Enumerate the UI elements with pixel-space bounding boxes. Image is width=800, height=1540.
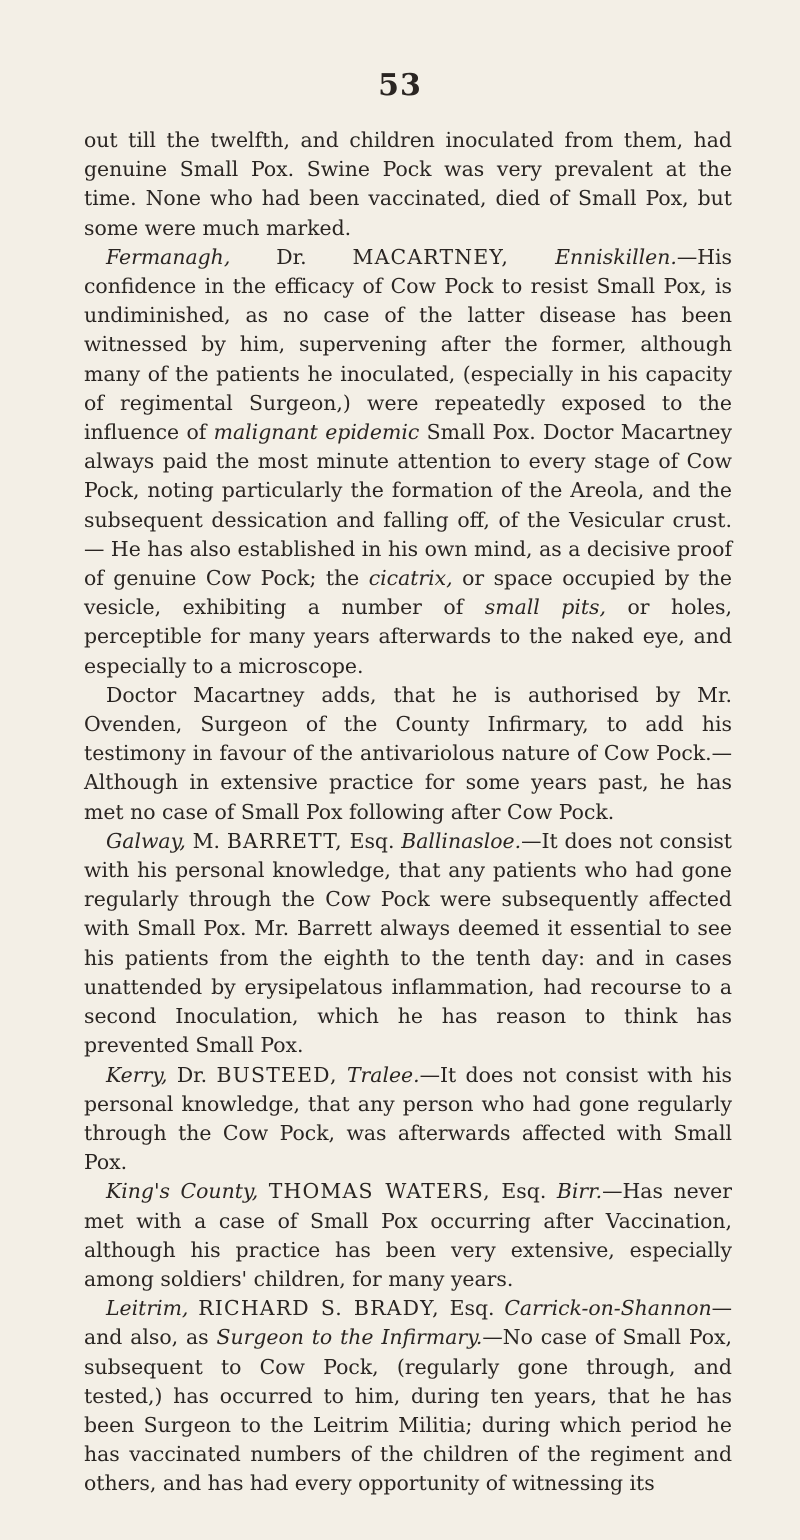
body-text: —It does not consist with his personal knowledge, that any patients who had gone regularly through the Cow Pock were subsequently affected with Small Pox. Mr. Barrett always deemed it essential to see his patients from the eighth to the tenth day: and in cases unattended by erysipelatous inflammation, had recourse to a second Inoculation, which he has reason to think has prevented Small Pox. — [84, 828, 732, 1058]
italic-text: Galway, — [106, 828, 186, 853]
body-text — [509, 245, 555, 269]
county-entry-paragraph — [84, 827, 732, 1061]
page-number: 53 — [378, 68, 422, 103]
italic-text: cicatrix, — [368, 566, 453, 591]
italic-text: Leitrim, — [106, 1296, 189, 1321]
body-text — [338, 1063, 347, 1087]
body-text: Esq. — [490, 1179, 557, 1204]
continued-paragraph — [84, 126, 732, 243]
county-entry-paragraph — [84, 243, 732, 681]
body-text: Esq. — [439, 1296, 505, 1321]
italic-text: King's County, — [106, 1179, 259, 1204]
body-text: out till the twelfth, and children inoculated from them, had genuine Small Pox. Swine Pock was very prevalent at the time. None who had been vaccinated, died of Small Pox, but some were much marked. — [84, 128, 732, 240]
italic-text: Tralee. — [346, 1062, 420, 1087]
italic-text: Surgeon to the Infirmary. — [216, 1325, 483, 1350]
body-text: Esq. — [342, 828, 402, 853]
page-text — [84, 126, 732, 1499]
county-entry-paragraph — [84, 1177, 732, 1294]
body-text: or holes, perceptible for many years afterwards to the naked eye, and especially to a microscope. — [84, 595, 732, 678]
body-text: —It does not consist with his personal knowledge, that any person who had gone regularly through the Cow Pock, was afterwards affected with Small Pox. — [84, 1062, 732, 1175]
body-text: —No case of Small Pox, subsequent to Cow Pock, (regularly gone through, and tested,) has occurred to him, during ten years, that he has been Surgeon to the Leitrim Militia; during which period he has vaccinated numbers of the children of the regiment and others, and has had every opportunity of witnessing its — [84, 1325, 732, 1496]
body-text: M. — [185, 828, 227, 853]
body-text: Dr. — [167, 1062, 217, 1087]
name-small-caps: BARRETT, — [226, 828, 343, 853]
italic-text: malignant epidemic — [213, 420, 420, 445]
body-text — [258, 1179, 269, 1203]
italic-text: Birr. — [556, 1179, 603, 1204]
body-text: —and also, as — [84, 1296, 733, 1350]
name-small-caps: RICHARD S. BRADY, — [198, 1296, 440, 1321]
body-text: Small Pox. Doctor Macartney always paid the most minute attention to every stage of Cow Pock, noting particularly the formation of the Areola, and the subsequent dessication and falling off, of the Vesicular crust.— He has also established in his own mind, as a decisive proof of genuine Cow Pock; the — [84, 420, 732, 591]
name-small-caps: BUSTEED, — [216, 1062, 338, 1087]
body-text: —His confidence in the efficacy of Cow Pock to resist Small Pox, is undiminished, as no case of the latter disease has been witnessed by him, supervening after the former, although many of the patients he inoculated, (especially in his capacity of regimental Surgeon,) were repeatedly exposed to the influence of — [84, 244, 732, 445]
italic-text: Ballinasloe. — [401, 828, 522, 853]
body-text — [188, 1296, 198, 1320]
italic-text: Fermanagh, — [106, 244, 231, 269]
county-entry-paragraph — [84, 681, 732, 827]
county-entry-paragraph — [84, 1061, 732, 1178]
county-entry-paragraph — [84, 1294, 732, 1498]
name-small-caps: MACARTNEY, — [352, 244, 510, 269]
italic-text: Enniskillen. — [555, 244, 677, 269]
name-small-caps: THOMAS WATERS, — [268, 1179, 491, 1204]
body-text: Dr. — [230, 244, 353, 269]
italic-text: Kerry, — [106, 1062, 168, 1087]
body-text: —Has never met with a case of Small Pox occurring after Vaccination, although his practice has been very extensive, especially among soldiers' children, for many years. — [84, 1179, 732, 1291]
body-text: Doctor Macartney adds, that he is authorised by Mr. Ovenden, Surgeon of the County Infirmary, to add his testimony in favour of the antivariolous nature of Cow Pock.— Although in extensive practice for some years past, he has met no case of Small Pox following after Cow Pock. — [84, 682, 732, 824]
italic-text: Carrick-on-Shannon — [504, 1296, 712, 1321]
body-text: or space occupied by the vesicle, exhibiting a number of — [84, 566, 732, 620]
italic-text: small pits, — [484, 595, 606, 620]
